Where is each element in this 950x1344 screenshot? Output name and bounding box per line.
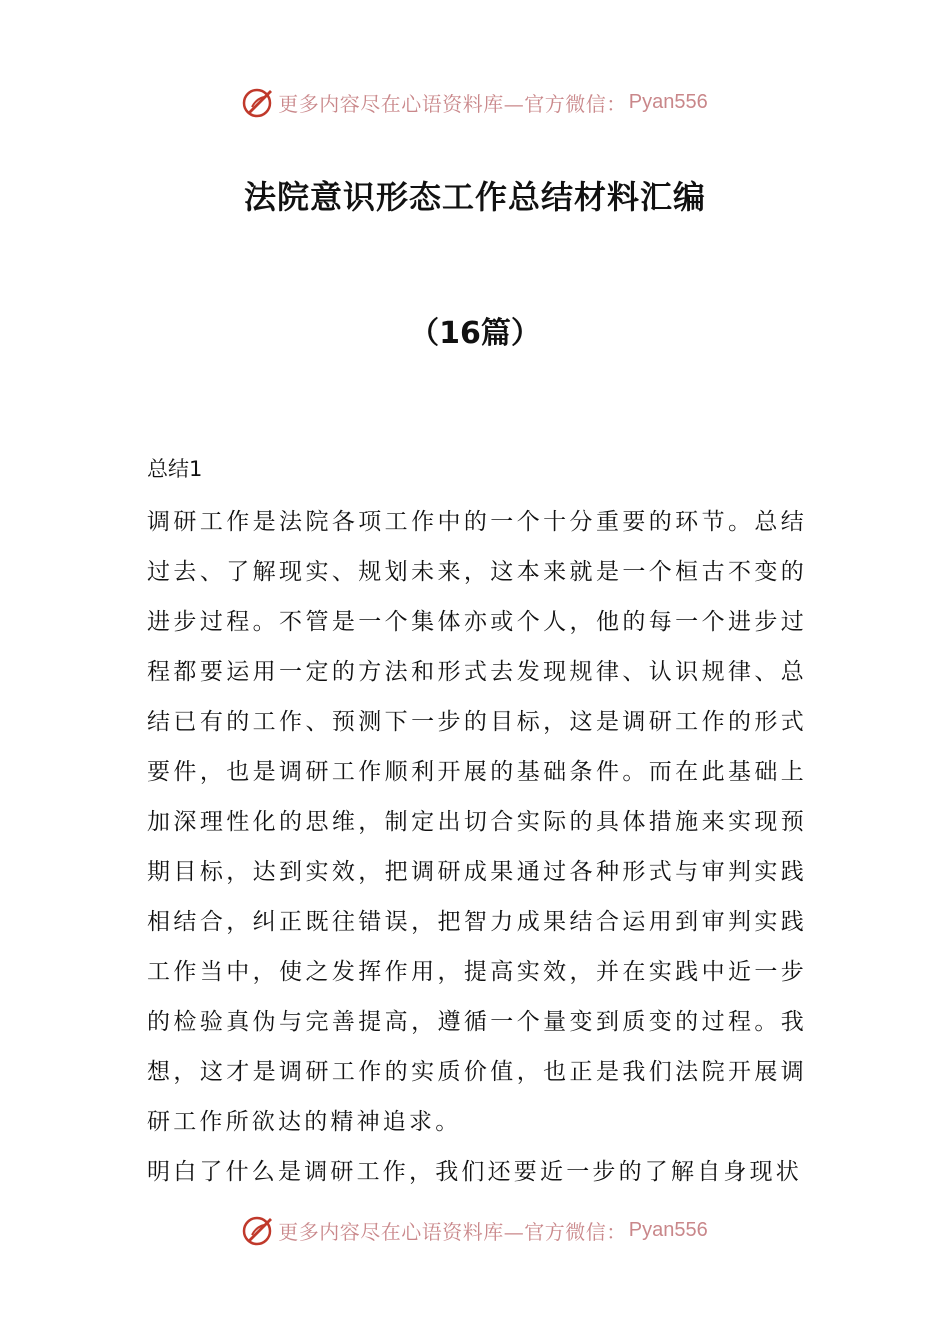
document-title: 法院意识形态工作总结材料汇编	[243, 178, 706, 216]
body-text	[147, 497, 807, 1197]
wechat-id: Pyan556	[628, 90, 708, 113]
pen-logo-icon	[242, 1213, 276, 1247]
paragraph: 调研工作是法院各项工作中的一个十分重要的环节。总结过去、了解现实、规划未来，这本来就是一个桓古不变的进步过程。不管是一个集体亦或个人，他的每一个进步过程都要运用一定的方法和形式去发现规律、认识规律、总结已有的工作、预测下一步的目标，这是调研工作的形式要件，也是调研工作顺利开展的基础条件。而在此基础上加深理性化的思维，制定出切合实际的具体措施来实现预期目标，达到实效，把调研成果通过各种形式与审判实践相结合，纠正既往错误，把智力成果结合运用到审判实践工作当中，使之发挥作用，提高实效，并在实践中近一步的检验真伪与完善提高，遵循一个量变到质变的过程。我想，这才是调研工作的实质价值，也正是我们法院开展调研工作所欲达的精神追求。	[147, 509, 807, 1135]
banner-text: 更多内容尽在心语资料库—官方微信：	[278, 1219, 627, 1244]
footer-banner	[0, 1210, 950, 1250]
wechat-id: Pyan556	[628, 1218, 708, 1241]
section-heading: 总结1	[147, 457, 203, 481]
banner-text: 更多内容尽在心语资料库—官方微信：	[278, 91, 627, 116]
document-subtitle: （16篇）	[409, 316, 541, 351]
paragraph: 明白了什么是调研工作，我们还要近一步的了解自身现状	[147, 1159, 802, 1185]
pen-logo-icon	[242, 85, 276, 119]
header-banner	[0, 82, 950, 122]
